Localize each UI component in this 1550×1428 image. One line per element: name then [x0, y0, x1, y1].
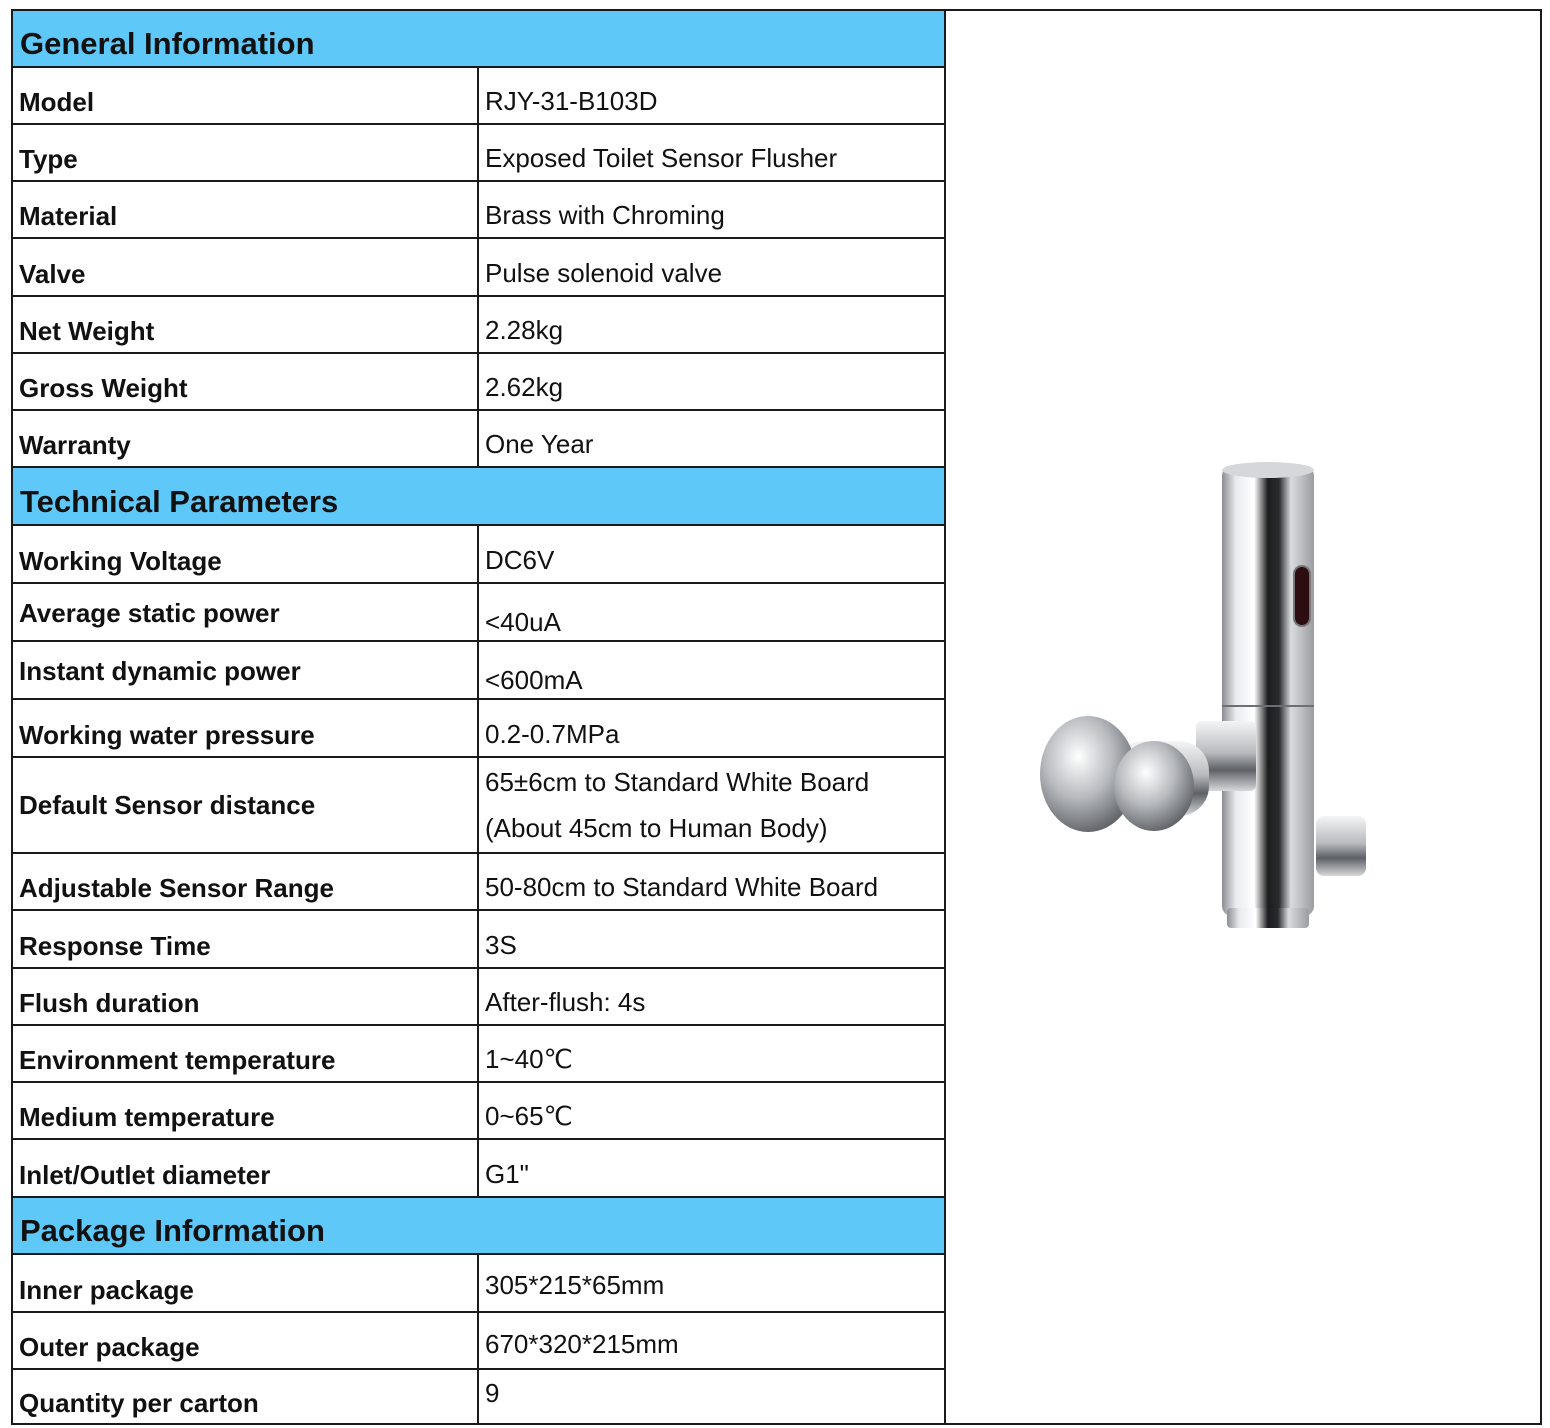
row-value: 0~65℃ [485, 1101, 573, 1131]
row-label: Outer package [13, 1313, 479, 1368]
row-value: One Year [485, 429, 594, 459]
row-value: 2.62kg [485, 372, 564, 402]
table-row [13, 411, 944, 468]
table-row [13, 700, 944, 758]
section-title: General Information [20, 26, 315, 61]
row-label: Adjustable Sensor Range [13, 854, 479, 909]
section-header-general [13, 11, 944, 68]
table-row [13, 1313, 944, 1370]
product-photo-panel [946, 11, 1540, 1423]
table-row [13, 1026, 944, 1083]
row-label: Response Time [13, 911, 479, 967]
row-label: Default Sensor distance [13, 758, 479, 852]
table-row [13, 758, 944, 854]
row-value: 305*215*65mm [485, 1270, 665, 1300]
sensor-flusher-image [1026, 456, 1406, 936]
row-label: Flush duration [13, 969, 479, 1024]
row-value: Brass with Chroming [485, 200, 725, 230]
row-value-line-2: (About 45cm to Human Body) [485, 813, 828, 843]
row-label: Medium temperature [13, 1083, 479, 1138]
table-row [13, 526, 944, 584]
row-value: 50-80cm to Standard White Board [485, 872, 879, 902]
row-label: Environment temperature [13, 1026, 479, 1081]
row-label: Warranty [13, 411, 479, 466]
row-label: Working water pressure [13, 700, 479, 756]
row-label: Inlet/Outlet diameter [13, 1140, 479, 1196]
table-row [13, 182, 944, 239]
table-row [13, 1140, 944, 1198]
row-label: Model [13, 68, 479, 123]
row-value [479, 758, 944, 852]
row-value: After-flush: 4s [485, 987, 646, 1017]
row-value: DC6V [485, 545, 555, 575]
table-row [13, 125, 944, 182]
row-value: 670*320*215mm [485, 1329, 679, 1359]
table-row [13, 1083, 944, 1140]
row-label: Valve [13, 239, 479, 295]
row-value: 3S [485, 930, 517, 960]
row-value: RJY-31-B103D [485, 86, 658, 116]
row-label: Working Voltage [13, 526, 479, 582]
row-label: Quantity per carton [13, 1370, 479, 1423]
table-row [13, 239, 944, 297]
row-value-line-1: 65±6cm to Standard White Board [485, 767, 870, 797]
row-label: Material [13, 182, 479, 237]
row-value: Exposed Toilet Sensor Flusher [485, 143, 838, 173]
section-title: Package Information [20, 1213, 325, 1248]
table-row [13, 969, 944, 1026]
row-value: <600mA [485, 665, 583, 695]
table-row [13, 68, 944, 125]
table-row [13, 297, 944, 354]
row-label: Gross Weight [13, 354, 479, 409]
table-row [13, 854, 944, 911]
row-label: Net Weight [13, 297, 479, 352]
row-label: Inner package [13, 1255, 479, 1311]
row-label: Type [13, 125, 479, 180]
table-row [13, 1255, 944, 1313]
section-title: Technical Parameters [20, 484, 339, 519]
row-label: Instant dynamic power [13, 642, 479, 698]
row-value: 9 [485, 1378, 500, 1408]
row-value: 2.28kg [485, 315, 564, 345]
row-value: G1" [485, 1159, 529, 1189]
table-row [13, 1370, 944, 1423]
row-value: 1~40℃ [485, 1044, 573, 1074]
table-row [13, 354, 944, 411]
row-value: 0.2-0.7MPa [485, 719, 620, 749]
table-row [13, 584, 944, 642]
row-value: Pulse solenoid valve [485, 258, 723, 288]
table-row [13, 911, 944, 969]
section-header-package [13, 1198, 944, 1255]
spec-table [13, 11, 946, 1423]
row-value: <40uA [485, 607, 561, 637]
section-header-technical [13, 468, 944, 526]
spec-sheet [11, 9, 1542, 1425]
table-row [13, 642, 944, 700]
row-label: Average static power [13, 584, 479, 640]
